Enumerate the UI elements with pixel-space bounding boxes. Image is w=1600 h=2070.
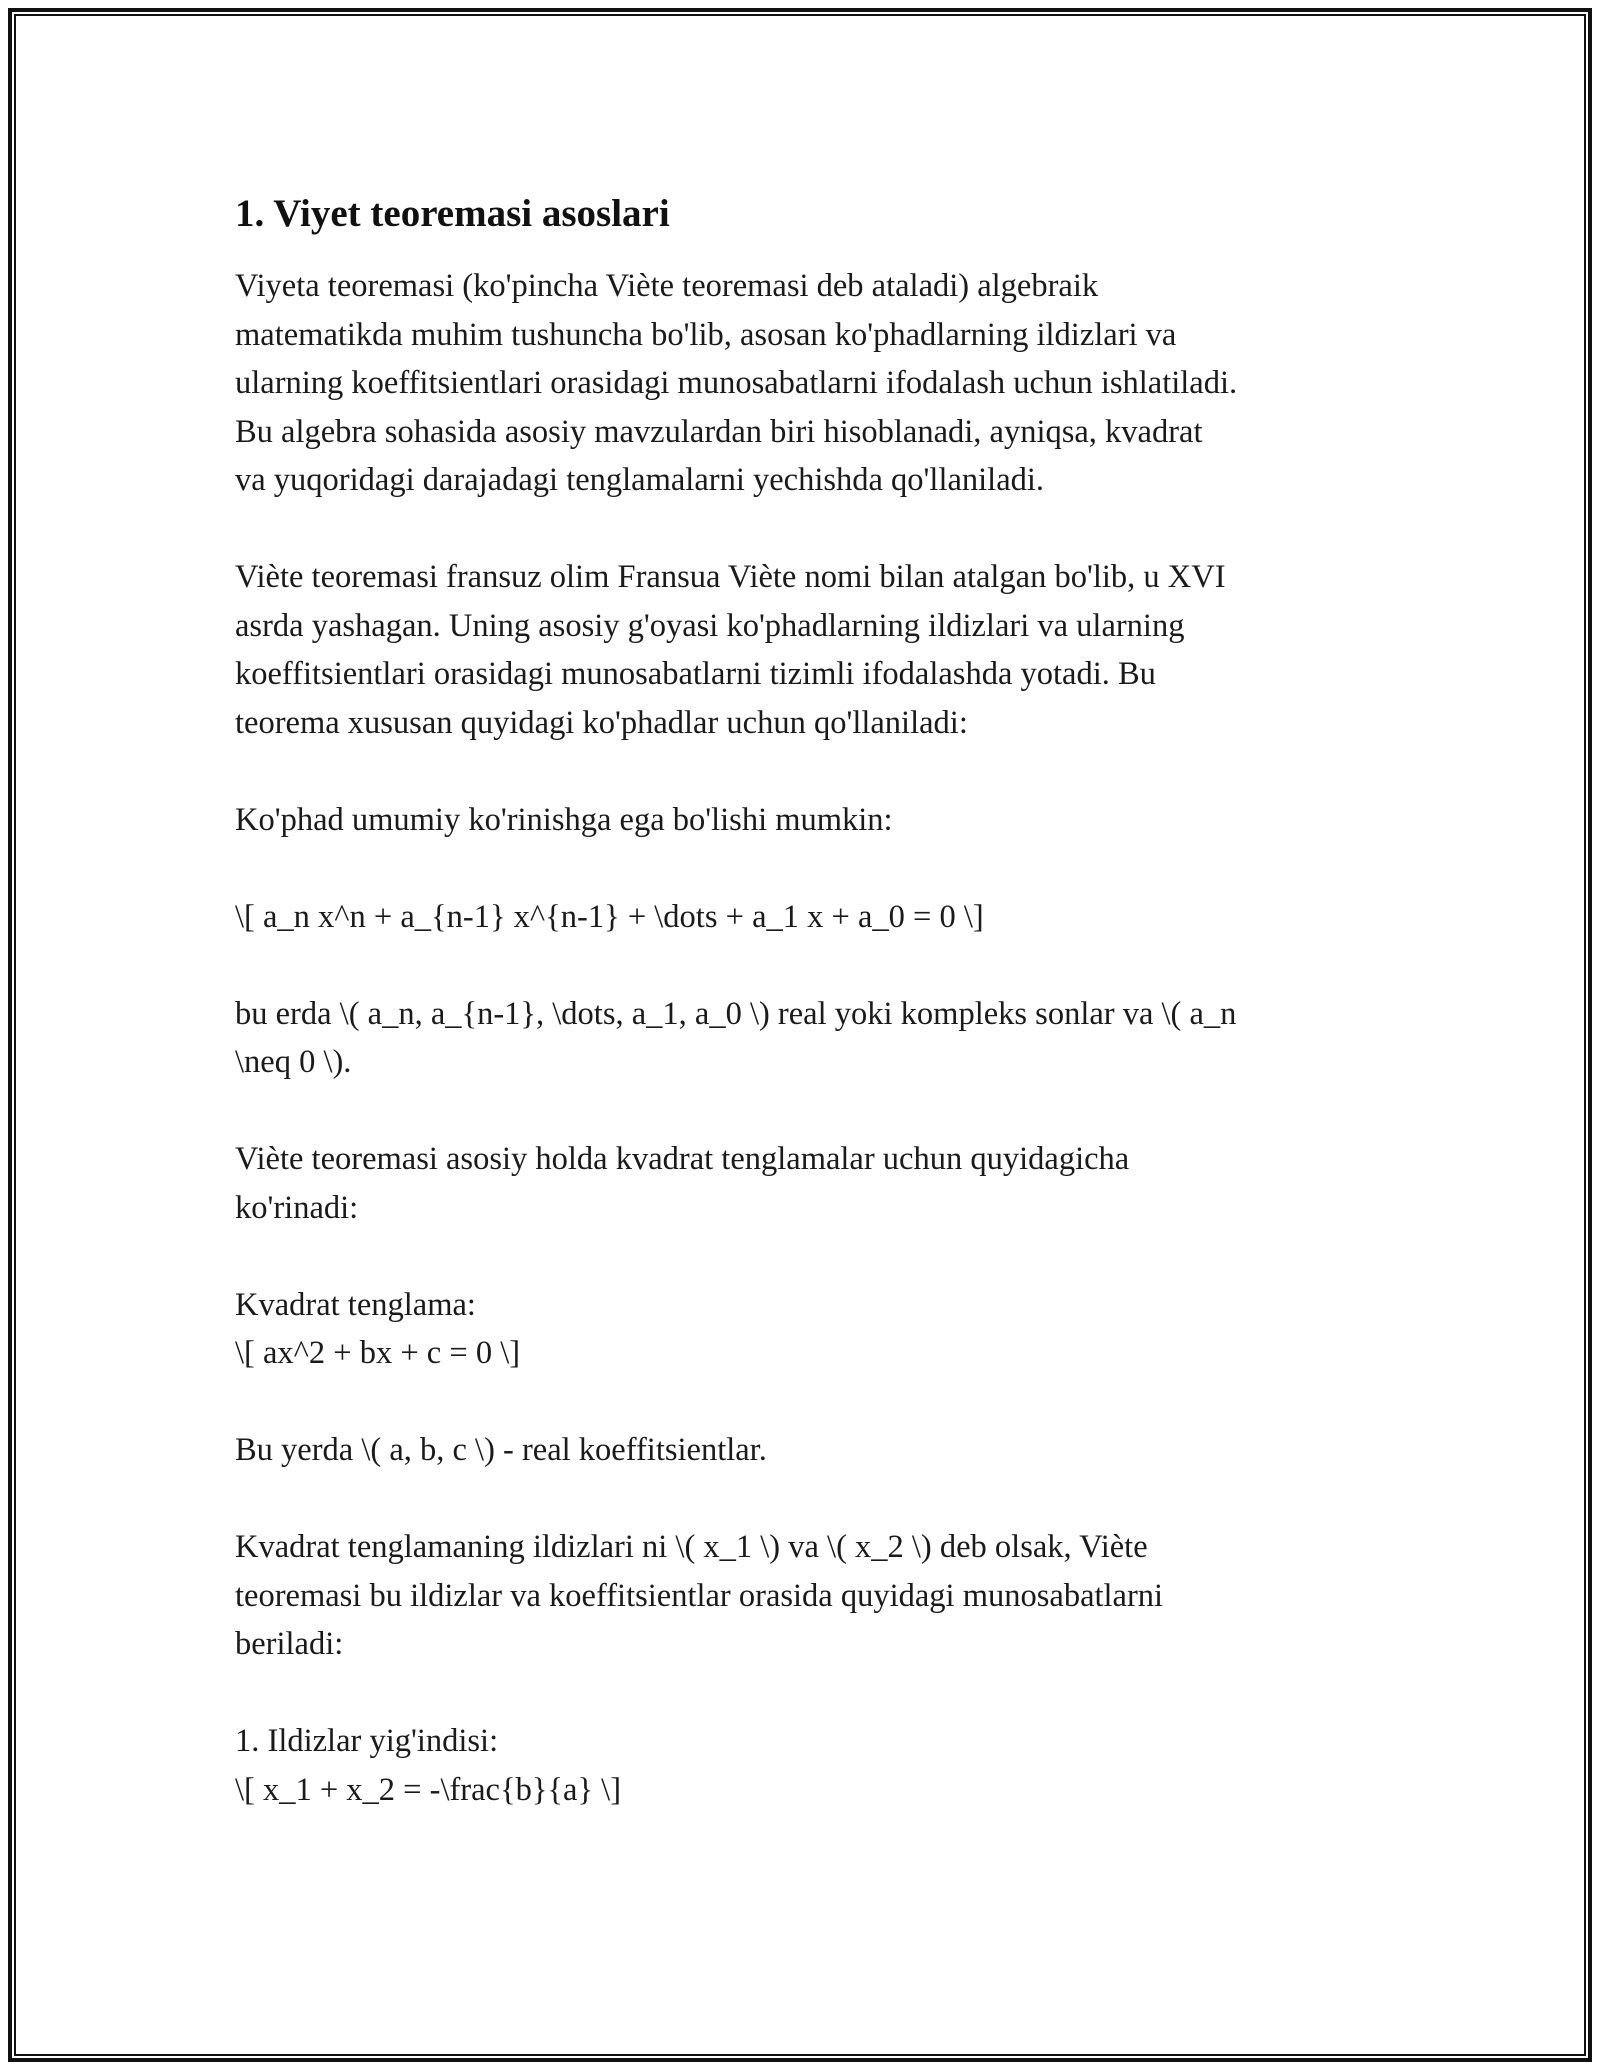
document-body (235, 190, 1395, 1814)
paragraph-gap (235, 747, 1395, 796)
paragraph-gap (235, 1378, 1395, 1427)
paragraph-gap (235, 844, 1395, 893)
paragraph-gap (235, 941, 1395, 990)
section-heading: 1. Viyet teoremasi asoslari (235, 192, 670, 235)
paragraph-gap (235, 1475, 1395, 1524)
paragraph-history: Viète teoremasi fransuz olim Fransua Viète nomi bilan atalgan bo'lib, u XVI asrda yashagan. Uning asosiy g'oyasi ko'phadlarning ildizlari va ularning koeffitsientlari orasidagi munosabatlarni tizimli ifodalashda yotadi. Bu teorema xususan quyidagi ko'phadlar uchun qo'llaniladi: (235, 559, 1226, 741)
paragraph-general-form-label: Ko'phad umumiy ko'rinishga ega bo'lishi mumkin: (235, 801, 893, 838)
paragraph-roots-relation: Kvadrat tenglamaning ildizlari ni \( x_1 \) va \( x_2 \) deb olsak, Viète teoremasi bu ildizlar va koeffitsientlar orasida quyidagi munosabatlarni beriladi: (235, 1529, 1164, 1662)
formula-quadratic: Kvadrat tenglama: \[ ax^2 + bx + c = 0 \] (235, 1286, 521, 1371)
paragraph-gap (235, 1232, 1395, 1281)
formula-roots-sum: 1. Ildizlar yig'indisi: \[ x_1 + x_2 = -\frac{b}{a} \] (235, 1723, 622, 1808)
formula-polynomial: \[ a_n x^n + a_{n-1} x^{n-1} + \dots + a_1 x + a_0 = 0 \] (235, 898, 984, 935)
paragraph-coefficients: bu erda \( a_n, a_{n-1}, \dots, a_1, a_0 \) real yoki kompleks sonlar va \( a_n \neq 0 \). (235, 995, 1237, 1080)
paragraph-intro: Viyeta teoremasi (ko'pincha Viète teoremasi deb ataladi) algebraik matematikda muhim tushuncha bo'lib, asosan ko'phadlarning ildizlari va ularning koeffitsientlari orasidagi munosabatlarni ifodalash uchun ishlatiladi. Bu algebra sohasida asosiy mavzulardan biri hisoblanadi, ayniqsa, kvadrat va yuqoridagi darajadagi tenglamalarni yechishda qo'llaniladi. (235, 268, 1238, 498)
paragraph-quadratic-intro: Viète teoremasi asosiy holda kvadrat tenglamalar uchun quyidagicha ko'rinadi: (235, 1141, 1130, 1226)
paragraph-gap (235, 505, 1395, 554)
paragraph-real-coefficients: Bu yerda \( a, b, c \) - real koeffitsientlar. (235, 1432, 767, 1468)
paragraph-gap (235, 1669, 1395, 1718)
paragraph-gap (235, 1087, 1395, 1136)
